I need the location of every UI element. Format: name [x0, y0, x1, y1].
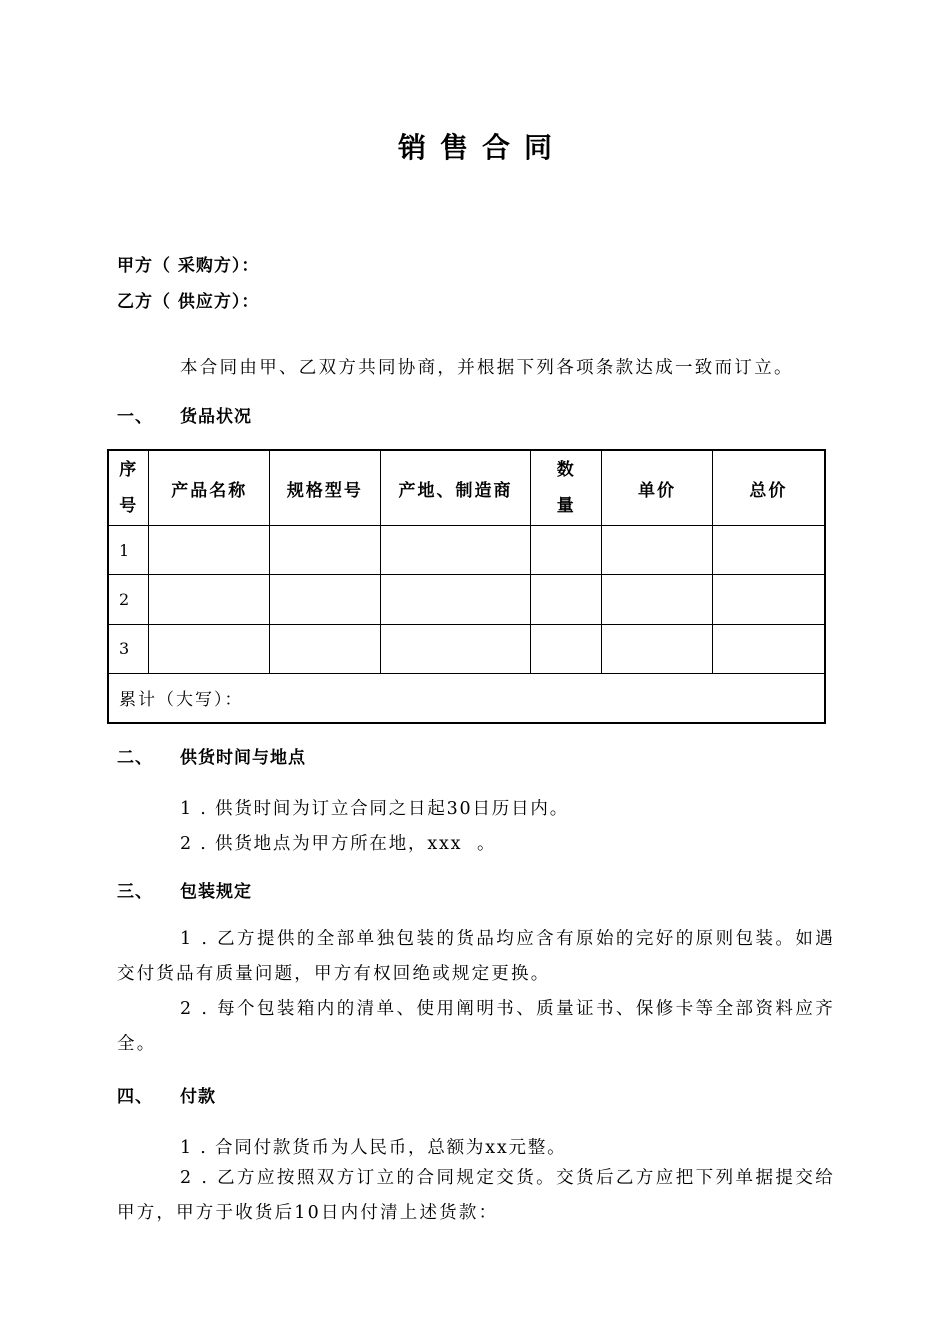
- table-cell: [380, 575, 531, 624]
- section-title: 供货时间与地点: [180, 748, 306, 768]
- table-cell: [380, 526, 531, 575]
- row-index: 2: [108, 575, 149, 624]
- table-cell: [602, 526, 713, 575]
- table-cell: [712, 624, 825, 673]
- clause-paragraph: 2 . 每个包装箱内的清单、使用阐明书、质量证书、保修卡等全部资料应齐全。: [117, 999, 835, 1054]
- table-row: [108, 624, 825, 673]
- table-header-row: [108, 450, 825, 526]
- table-cell: [531, 575, 602, 624]
- header-product-name: 产品名称: [149, 450, 270, 526]
- table-cell: [270, 624, 381, 673]
- header-origin: 产地、制造商: [380, 450, 531, 526]
- header-total-price: 总价: [712, 450, 825, 526]
- section-heading: [117, 743, 306, 768]
- row-index: 3: [108, 624, 149, 673]
- section-number: 四、: [117, 1087, 153, 1107]
- table-cell: [712, 526, 825, 575]
- section-heading: [117, 877, 252, 902]
- section-number: 一、: [117, 407, 153, 427]
- header-unit-price: 单价: [602, 450, 713, 526]
- section-title: 包装规定: [180, 882, 252, 902]
- document-title: 销售合同: [397, 131, 566, 164]
- intro-paragraph: 本合同由甲、乙双方共同协商，并根据下列各项条款达成一致而订立。: [180, 358, 794, 378]
- table-cell: [270, 575, 381, 624]
- clause-text: 1 . 合同付款货币为人民币，总额为xx元整。: [180, 1138, 567, 1158]
- clause-text: 2 . 供货地点为甲方所在地，xxx 。: [180, 834, 497, 854]
- clause-text: 1 . 供货时间为订立合同之日起30日历日内。: [180, 799, 569, 819]
- table-cell: [270, 526, 381, 575]
- header-index: 序 号: [108, 450, 149, 526]
- party-a-label: 甲方（ 采购方）：: [117, 256, 260, 276]
- clause-paragraph: 1 . 乙方提供的全部单独包装的货品均应含有原始的完好的原则包装。如遇交付货品有质量问题，甲方有权回绝或规定更换。: [117, 929, 835, 984]
- table-cell: [602, 575, 713, 624]
- total-label: 累计（大写）：: [108, 673, 825, 723]
- clause-paragraph: 2 . 乙方应按照双方订立的合同规定交货。交货后乙方应把下列单据提交给甲方，甲方于收货后10日内付清上述货款：: [117, 1168, 835, 1223]
- table-cell: [149, 575, 270, 624]
- table-cell: [712, 575, 825, 624]
- table-cell: [531, 526, 602, 575]
- header-quantity: 数 量: [531, 450, 602, 526]
- goods-table: [107, 449, 826, 724]
- table-cell: [531, 624, 602, 673]
- table-cell: [602, 624, 713, 673]
- section-number: 二、: [117, 748, 153, 768]
- table-row: [108, 526, 825, 575]
- table-cell: [380, 624, 531, 673]
- table-total-row: [108, 673, 825, 723]
- table-cell: [149, 624, 270, 673]
- section-title: 付款: [180, 1087, 216, 1107]
- table-row: [108, 575, 825, 624]
- table-cell: [149, 526, 270, 575]
- party-b-label: 乙方（ 供应方）：: [117, 292, 260, 312]
- section-heading: [117, 1082, 216, 1107]
- row-index: 1: [108, 526, 149, 575]
- section-heading: [117, 402, 252, 427]
- section-number: 三、: [117, 882, 153, 902]
- header-spec: 规格型号: [270, 450, 381, 526]
- section-title: 货品状况: [180, 407, 252, 427]
